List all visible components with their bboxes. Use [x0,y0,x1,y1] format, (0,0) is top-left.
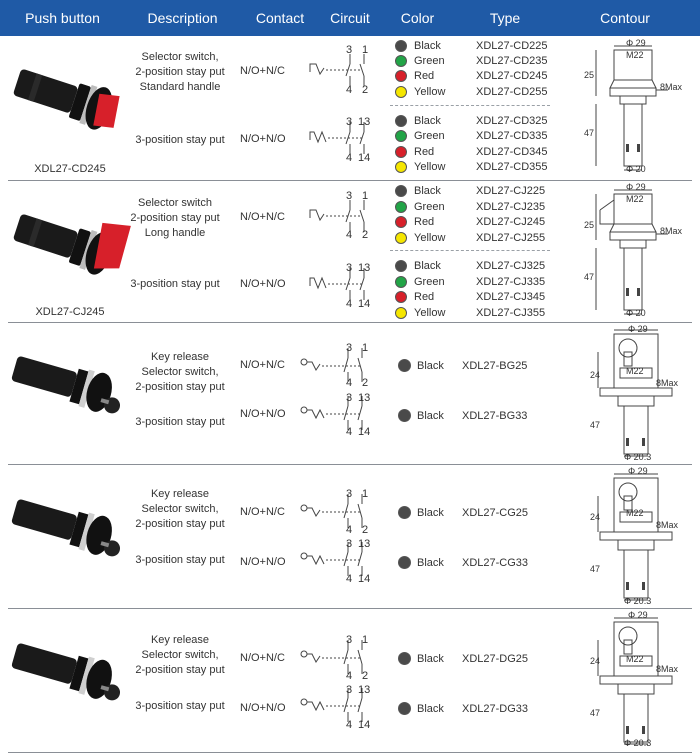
contour-dim: M22 [626,508,644,518]
circuit-symbol-no-nc [298,634,368,680]
terminal-label: 13 [358,538,371,550]
terminal-label: 14 [358,298,371,310]
terminal-label: 4 [346,524,353,536]
color-label: Yellow [414,161,446,173]
color-swatch-red [395,146,407,158]
contour-dim: 8Max [656,664,679,674]
header-circuit: Circuit [330,10,370,26]
contour-dim: 47 [590,564,601,574]
contact-no-nc: N/O+N/C [240,506,285,518]
product-code: XDL27-CD245 [34,163,106,175]
section-separator [8,608,692,609]
color-label: Yellow [414,307,446,319]
description-2-position: Selector switch 2-position stay put Long handle [130,197,220,239]
divider [390,105,550,106]
color-label: Black [414,115,441,127]
type-code: XDL27-DG33 [462,703,529,715]
terminal-label: 3 [346,488,353,500]
header-description: Description [147,10,218,26]
contour-dim: 25 [584,220,595,230]
terminal-label: 3 [346,342,353,354]
contour-dim: Φ 29 [628,324,648,334]
color-swatch-black [398,409,411,422]
color-swatch-yellow [395,86,407,98]
terminal-label: 13 [358,262,371,274]
terminal-label: 14 [358,719,371,731]
terminal-label: 13 [358,116,371,128]
color-label: Black [417,360,444,372]
terminal-label: 4 [346,84,353,96]
circuit-symbol-no-nc [308,190,370,242]
color-label: Black [417,507,444,519]
color-label: Red [414,216,435,228]
terminal-label: 2 [362,229,369,241]
terminal-label: 3 [346,684,353,696]
description-2-position: Key release Selector switch, 2-position stay put [135,351,225,393]
header-contour: Contour [600,10,650,26]
color-label: Black [414,40,441,52]
color-swatch-black [395,185,407,197]
color-swatch-yellow [395,307,407,319]
terminal-label: 1 [362,634,369,646]
circuit-symbol-no-nc [298,488,368,534]
description-3-position: 3-position stay put [135,416,225,428]
color-label: Yellow [414,232,446,244]
terminal-label: 3 [346,392,353,404]
type-code: XDL27-DG25 [462,653,529,665]
color-swatch-black [398,556,411,569]
color-swatch-red [395,70,407,82]
terminal-label: 2 [362,670,369,682]
contour-dim: Φ 29 [626,182,646,192]
contour-dim: M22 [626,654,644,664]
color-swatch-black [398,702,411,715]
color-swatch-yellow [395,232,407,244]
type-code: XDL27-CJ235 [476,201,546,213]
type-code: XDL27-CJ245 [476,216,546,228]
color-swatch-black [395,40,407,52]
contact-no-no: N/O+N/O [240,556,286,568]
section-separator [8,322,692,323]
description-3-position: 3-position stay put [135,134,225,146]
color-swatch-green [395,130,407,142]
contour-drawing [594,326,690,462]
type-code: XDL27-CJ335 [476,276,546,288]
contour-drawing [590,184,690,320]
color-label: Black [417,410,444,422]
description-2-position: Key release Selector switch, 2-position stay put [135,488,225,530]
contour-drawing [594,614,690,750]
description-2-position: Key release Selector switch, 2-position stay put [135,634,225,676]
contact-no-no: N/O+N/O [240,133,286,145]
circuit-symbol-no-nc [298,342,368,388]
type-code: XDL27-CJ345 [476,291,546,303]
contour-dim: Φ 29 [628,466,648,476]
type-code: XDL27-CJ225 [476,185,546,197]
contour-dim: Φ 20.3 [624,738,652,748]
color-label: Black [417,653,444,665]
contour-dim: 8Max [660,226,683,236]
contour-dim: M22 [626,366,644,376]
terminal-label: 1 [362,488,369,500]
contour-dim: Φ 20 [626,308,646,318]
description-3-position: 3-position stay put [135,700,225,712]
contour-dim: M22 [626,50,644,60]
type-code: XDL27-CD245 [476,70,548,82]
type-code: XDL27-CD325 [476,115,548,127]
terminal-label: 1 [362,190,369,202]
color-swatch-black [398,652,411,665]
color-label: Black [417,557,444,569]
color-label: Green [414,55,445,67]
terminal-label: 14 [358,426,371,438]
contour-drawing [590,40,690,176]
divider [390,250,550,251]
circuit-symbol-no-nc [308,44,370,96]
type-code: XDL27-CD355 [476,161,548,173]
terminal-label: 4 [346,229,353,241]
contour-dim: Φ 20 [626,164,646,174]
type-code: XDL27-BG33 [462,410,528,422]
contour-dim: Φ 20.3 [624,452,652,462]
contact-no-no: N/O+N/O [240,278,286,290]
terminal-label: 13 [358,684,371,696]
terminal-label: 4 [346,377,353,389]
color-label: Green [414,130,445,142]
terminal-label: 3 [346,634,353,646]
terminal-label: 3 [346,538,353,550]
color-swatch-black [395,115,407,127]
terminal-label: 13 [358,392,371,404]
contact-no-nc: N/O+N/C [240,359,285,371]
terminal-label: 2 [362,377,369,389]
contour-dim: 8Max [660,82,683,92]
color-swatch-green [395,276,407,288]
type-code: XDL27-CD345 [476,146,548,158]
type-code: XDL27-BG25 [462,360,528,372]
color-swatch-black [398,359,411,372]
contour-dim: Φ 29 [628,610,648,620]
type-code: XDL27-CJ255 [476,232,546,244]
table-header [0,0,700,36]
contour-dim: 8Max [656,378,679,388]
color-swatch-green [395,55,407,67]
contour-dim: 8Max [656,520,679,530]
terminal-label: 1 [362,44,369,56]
type-code: XDL27-CG33 [462,557,529,569]
color-label: Black [414,260,441,272]
color-swatch-yellow [395,161,407,173]
description-3-position: 3-position stay put [130,278,220,290]
color-label: Red [414,70,435,82]
terminal-label: 4 [346,719,353,731]
terminal-label: 2 [362,524,369,536]
type-code: XDL27-CD225 [476,40,548,52]
color-swatch-green [395,201,407,213]
section-separator [8,180,692,181]
color-swatch-red [395,291,407,303]
color-label: Green [414,276,445,288]
contact-no-no: N/O+N/O [240,408,286,420]
contour-dim: Φ 29 [626,38,646,48]
header-contact: Contact [255,10,305,26]
section-separator [8,464,692,465]
contour-dim: 47 [590,708,601,718]
header-push-button: Push button [25,10,100,26]
contour-dim: 25 [584,70,595,80]
color-swatch-black [398,506,411,519]
terminal-label: 14 [358,152,371,164]
terminal-label: 4 [346,152,353,164]
terminal-label: 4 [346,573,353,585]
terminal-label: 4 [346,670,353,682]
product-code: XDL27-CJ245 [35,306,105,318]
contour-dim: 24 [590,656,601,666]
terminal-label: 3 [346,44,353,56]
type-code: XDL27-CD235 [476,55,548,67]
type-code: XDL27-CJ355 [476,307,546,319]
contour-dim: 47 [584,272,595,282]
type-code: XDL27-CD255 [476,86,548,98]
contact-no-no: N/O+N/O [240,702,286,714]
contour-dim: 47 [584,128,595,138]
terminal-label: 3 [346,262,353,274]
contact-no-nc: N/O+N/C [240,65,285,77]
terminal-label: 1 [362,342,369,354]
type-code: XDL27-CD335 [476,130,548,142]
terminal-label: 14 [358,573,371,585]
terminal-label: 3 [346,190,353,202]
contact-no-nc: N/O+N/C [240,211,285,223]
description-2-position: Selector switch, 2-position stay put Standard handle [135,51,225,93]
color-swatch-black [395,260,407,272]
color-swatch-red [395,216,407,228]
contour-dim: 47 [590,420,601,430]
terminal-label: 3 [346,116,353,128]
type-code: XDL27-CG25 [462,507,529,519]
section-separator [8,752,692,753]
contour-dim: M22 [626,194,644,204]
color-label: Black [414,185,441,197]
header-type: Type [489,10,521,26]
header-color: Color [400,10,435,26]
contour-drawing [594,470,690,606]
contour-dim: Φ 20.3 [624,596,652,606]
color-label: Red [414,146,435,158]
contour-dim: 24 [590,370,601,380]
contact-no-nc: N/O+N/C [240,652,285,664]
color-label: Green [414,201,445,213]
terminal-label: 2 [362,84,369,96]
color-label: Yellow [414,86,446,98]
description-3-position: 3-position stay put [135,554,225,566]
color-label: Red [414,291,435,303]
color-label: Black [417,703,444,715]
contour-dim: 24 [590,512,601,522]
terminal-label: 4 [346,298,353,310]
terminal-label: 4 [346,426,353,438]
type-code: XDL27-CJ325 [476,260,546,272]
